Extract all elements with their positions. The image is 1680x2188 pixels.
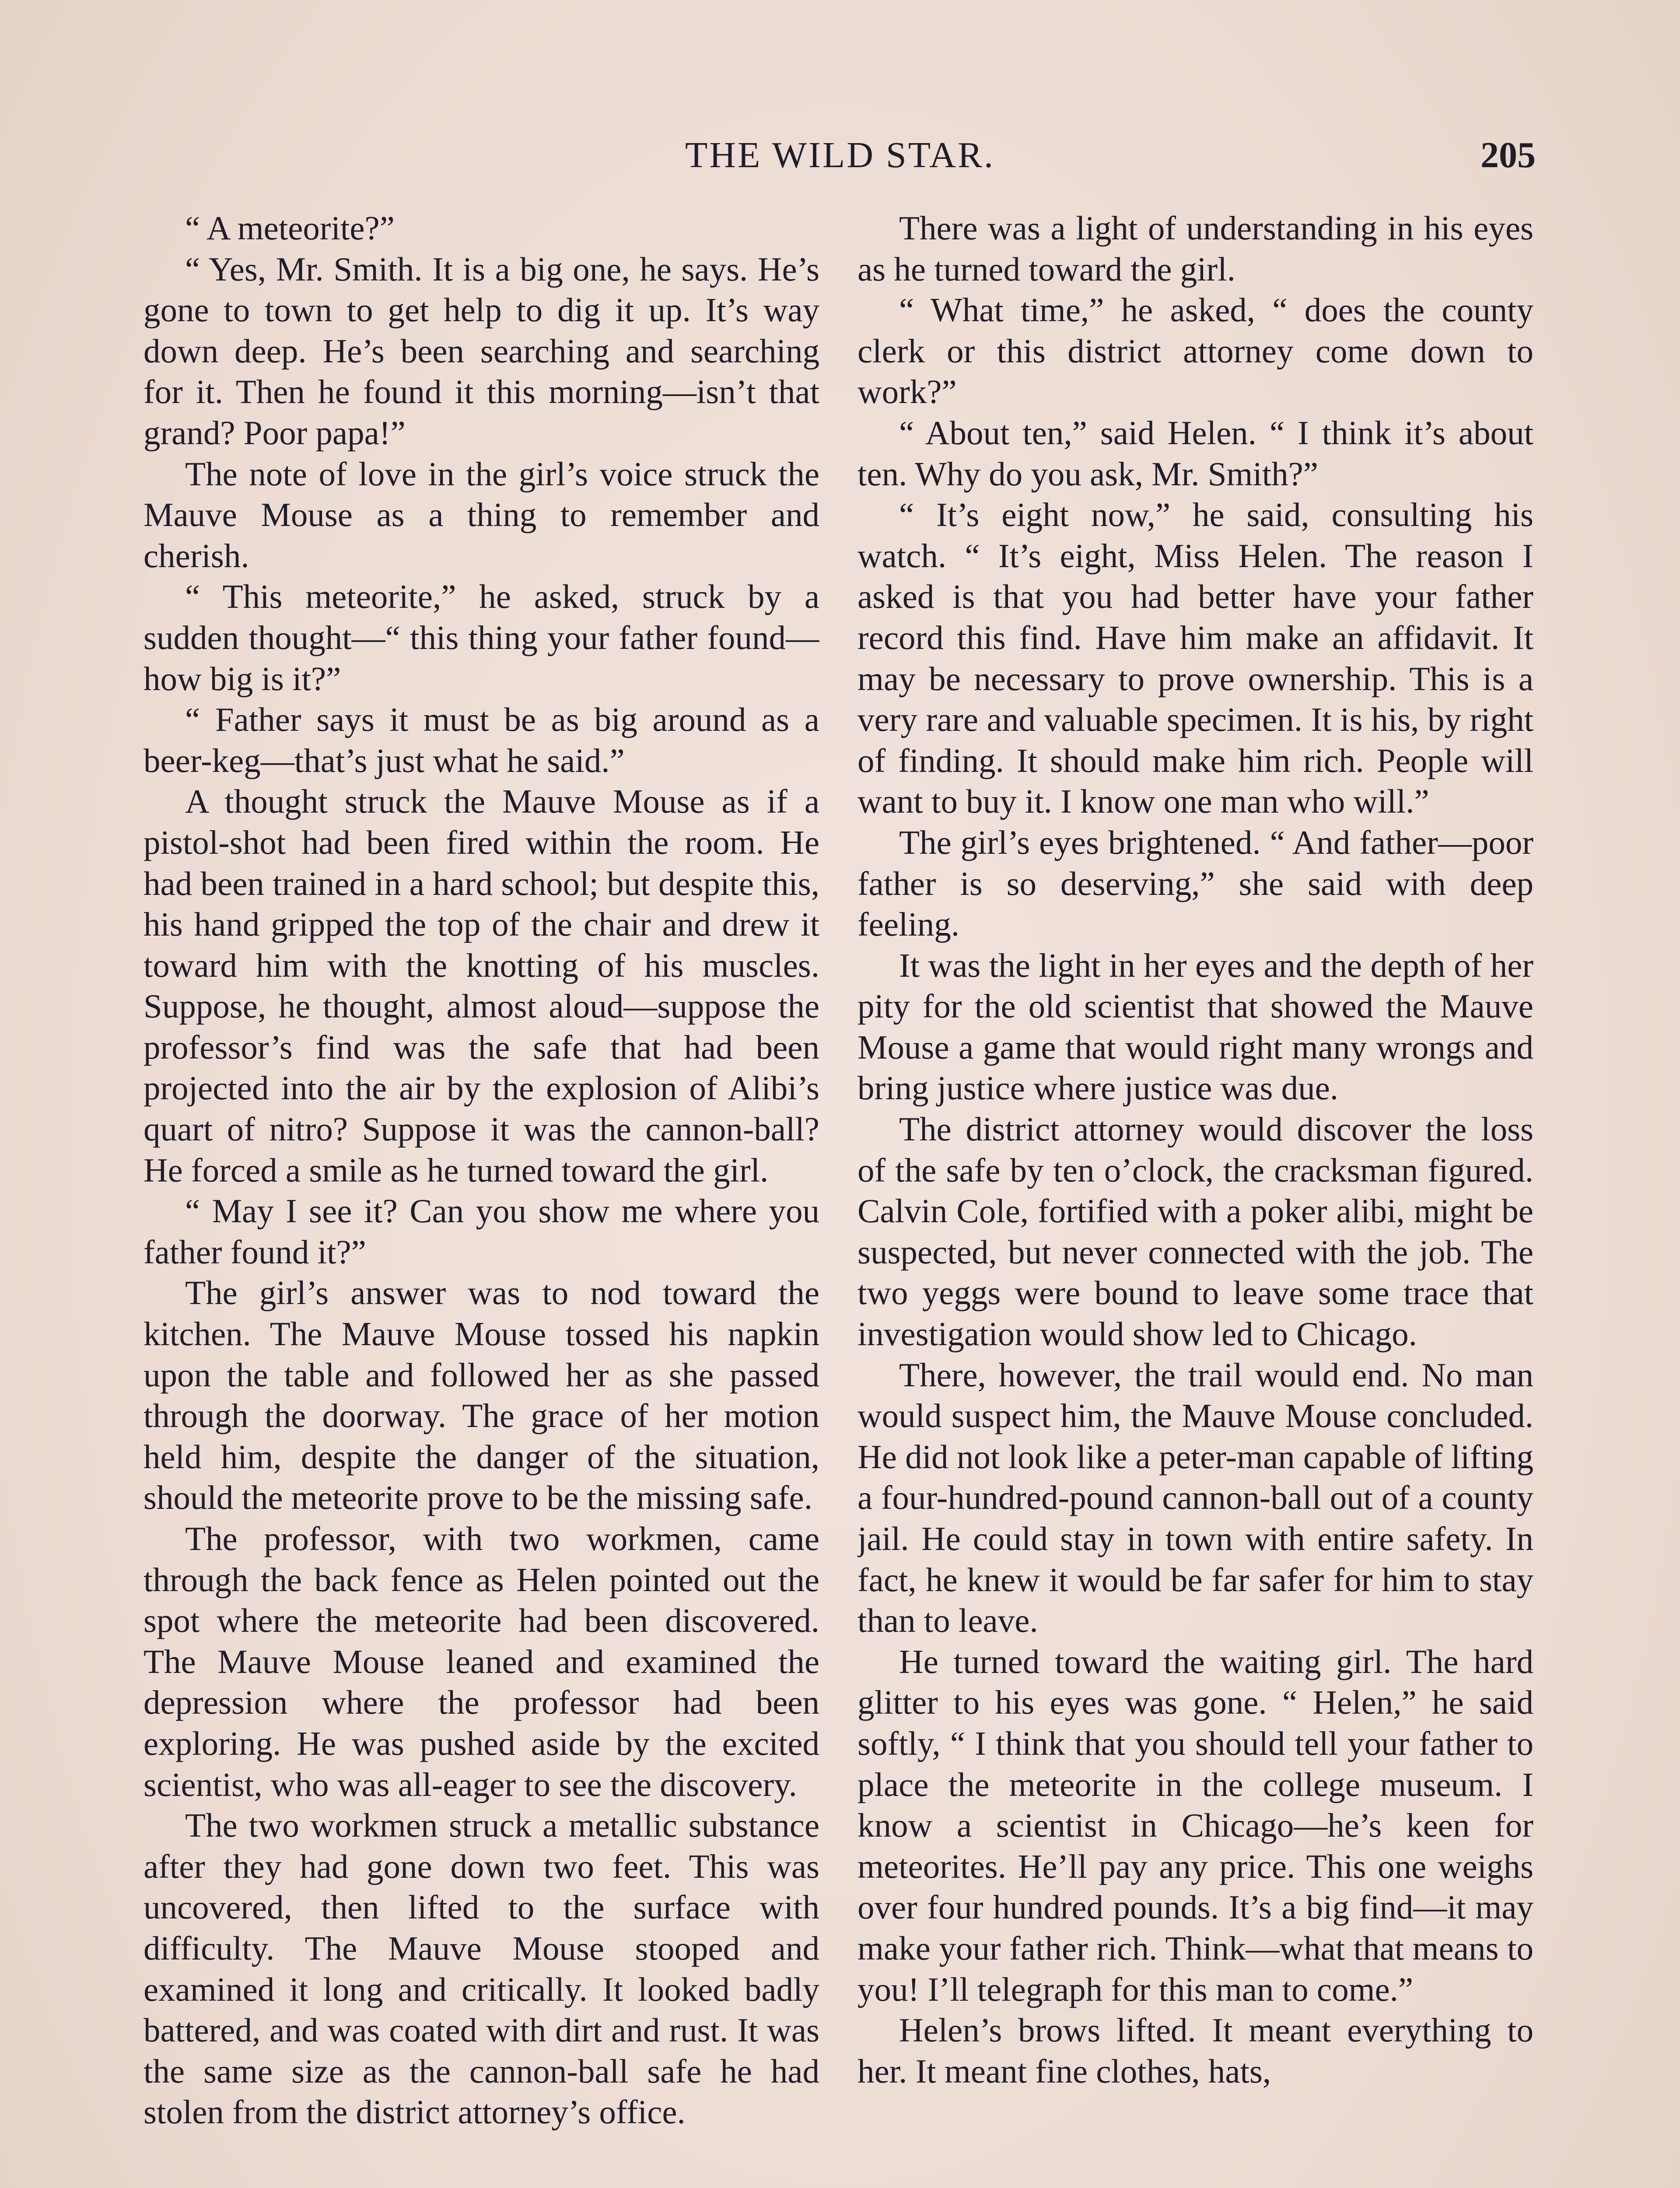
paragraph: He turned toward the waiting girl. The hard glitter to his eyes was gone. “ Helen,” he said softly, “ I think that you should tell your father to place the meteorite in the college museum. I know a scientist in Chicago—he’s keen for meteorites. He’ll pay any price. This one weighs over four hundred pounds. It’s a big find—it may make your father rich. Think—what that means to you! I’ll telegraph for this man to come.” <box>858 1642 1533 2008</box>
paragraph: A thought struck the Mauve Mouse as if a pistol-shot had been fired within the room. He had been trained in a hard school; but despite this, his hand gripped the top of the chair and drew it toward him with the knotting of his muscles. Suppose, he thought, almost aloud—suppose the professor’s find was the safe that had been projected into the air by the explosion of Alibi’s quart of nitro? Suppose it was the cannon-ball? He forced a smile as he turned toward the girl. <box>144 782 819 1189</box>
paragraph: “ Yes, Mr. Smith. It is a big one, he says. He’s gone to town to get help to dig it up. It’s way down deep. He’s been searching and searching for it. Then he found it this morning—isn’t that grand? Poor papa!” <box>144 250 819 452</box>
paragraph: The note of love in the girl’s voice struck the Mauve Mouse as a thing to remember and cherish. <box>144 455 819 575</box>
paragraph: The professor, with two workmen, came through the back fence as Helen pointed out the spot where the meteorite had been discovered. The Mauve Mouse leaned and examined the depression where the professor had been exploring. He was pushed aside by the excited scientist, who was all-eager to see the discovery. <box>144 1520 819 1803</box>
running-title: THE WILD STAR. <box>685 135 995 175</box>
paragraph: “ About ten,” said Helen. “ I think it’s about ten. Why do you ask, Mr. Smith?” <box>858 414 1533 493</box>
paragraph: It was the light in her eyes and the depth of her pity for the old scientist that showed the Mauve Mouse a game that would right many wrongs and bring justice where justice was due. <box>858 946 1533 1107</box>
paragraph: The district attorney would discover the loss of the safe by ten o’clock, the cracksman figured. Calvin Cole, fortified with a poker alibi, might be suspected, but never connected with the job. The two yeggs were bound to leave some trace that investigation would show led to Chicago. <box>858 1110 1533 1353</box>
paragraph: “ May I see it? Can you show me where you father found it?” <box>144 1192 819 1271</box>
paragraph: There was a light of understanding in his eyes as he turned toward the girl. <box>858 209 1533 288</box>
paragraph: The girl’s eyes brightened. “ And father—poor father is so deserving,” she said with deep feeling. <box>858 823 1533 943</box>
left-column <box>144 208 819 2188</box>
paragraph: “ This meteorite,” he asked, struck by a sudden thought—“ this thing your father found—how big is it?” <box>144 578 819 698</box>
paragraph: “ It’s eight now,” he said, consulting his watch. “ It’s eight, Miss Helen. The reason I asked is that you had better have your father record this find. Have him make an affidavit. It may be necessary to prove ownership. This is a very rare and valuable specimen. It is his, by right of finding. It should make him rich. People will want to buy it. I know one man who will.” <box>858 496 1533 820</box>
page-number: 205 <box>1480 135 1536 175</box>
paragraph: “ A meteorite?” <box>185 209 395 247</box>
running-header <box>144 131 1536 179</box>
paragraph: “ Father says it must be as big around as a beer-keg—that’s just what he said.” <box>144 701 819 779</box>
paragraph: The two workmen struck a metallic substance after they had gone down two feet. This was uncovered, then lifted to the surface with difficulty. The Mauve Mouse stooped and examined it long and critically. It looked badly battered, and was coated with dirt and rust. It was the same size as the cannon-ball safe he had stolen from the district attorney’s office. <box>144 1806 819 2131</box>
paragraph: “ What time,” he asked, “ does the county clerk or this district attorney come down to work?” <box>858 291 1533 411</box>
paragraph: The girl’s answer was to nod toward the kitchen. The Mauve Mouse tossed his napkin upon the table and followed her as she passed through the doorway. The grace of her motion held him, despite the danger of the situation, should the meteorite prove to be the missing safe. <box>144 1274 819 1517</box>
right-column <box>858 208 1533 2188</box>
paragraph: There, however, the trail would end. No man would suspect him, the Mauve Mouse concluded. He did not look like a peter-man capable of lifting a four-hundred-pound cannon-ball out of a county jail. He could stay in town with entire safety. In fact, he knew it would be far safer for him to stay than to leave. <box>858 1356 1533 1640</box>
paragraph: Helen’s brows lifted. It meant everything to her. It meant fine clothes, hats, <box>858 2011 1533 2090</box>
